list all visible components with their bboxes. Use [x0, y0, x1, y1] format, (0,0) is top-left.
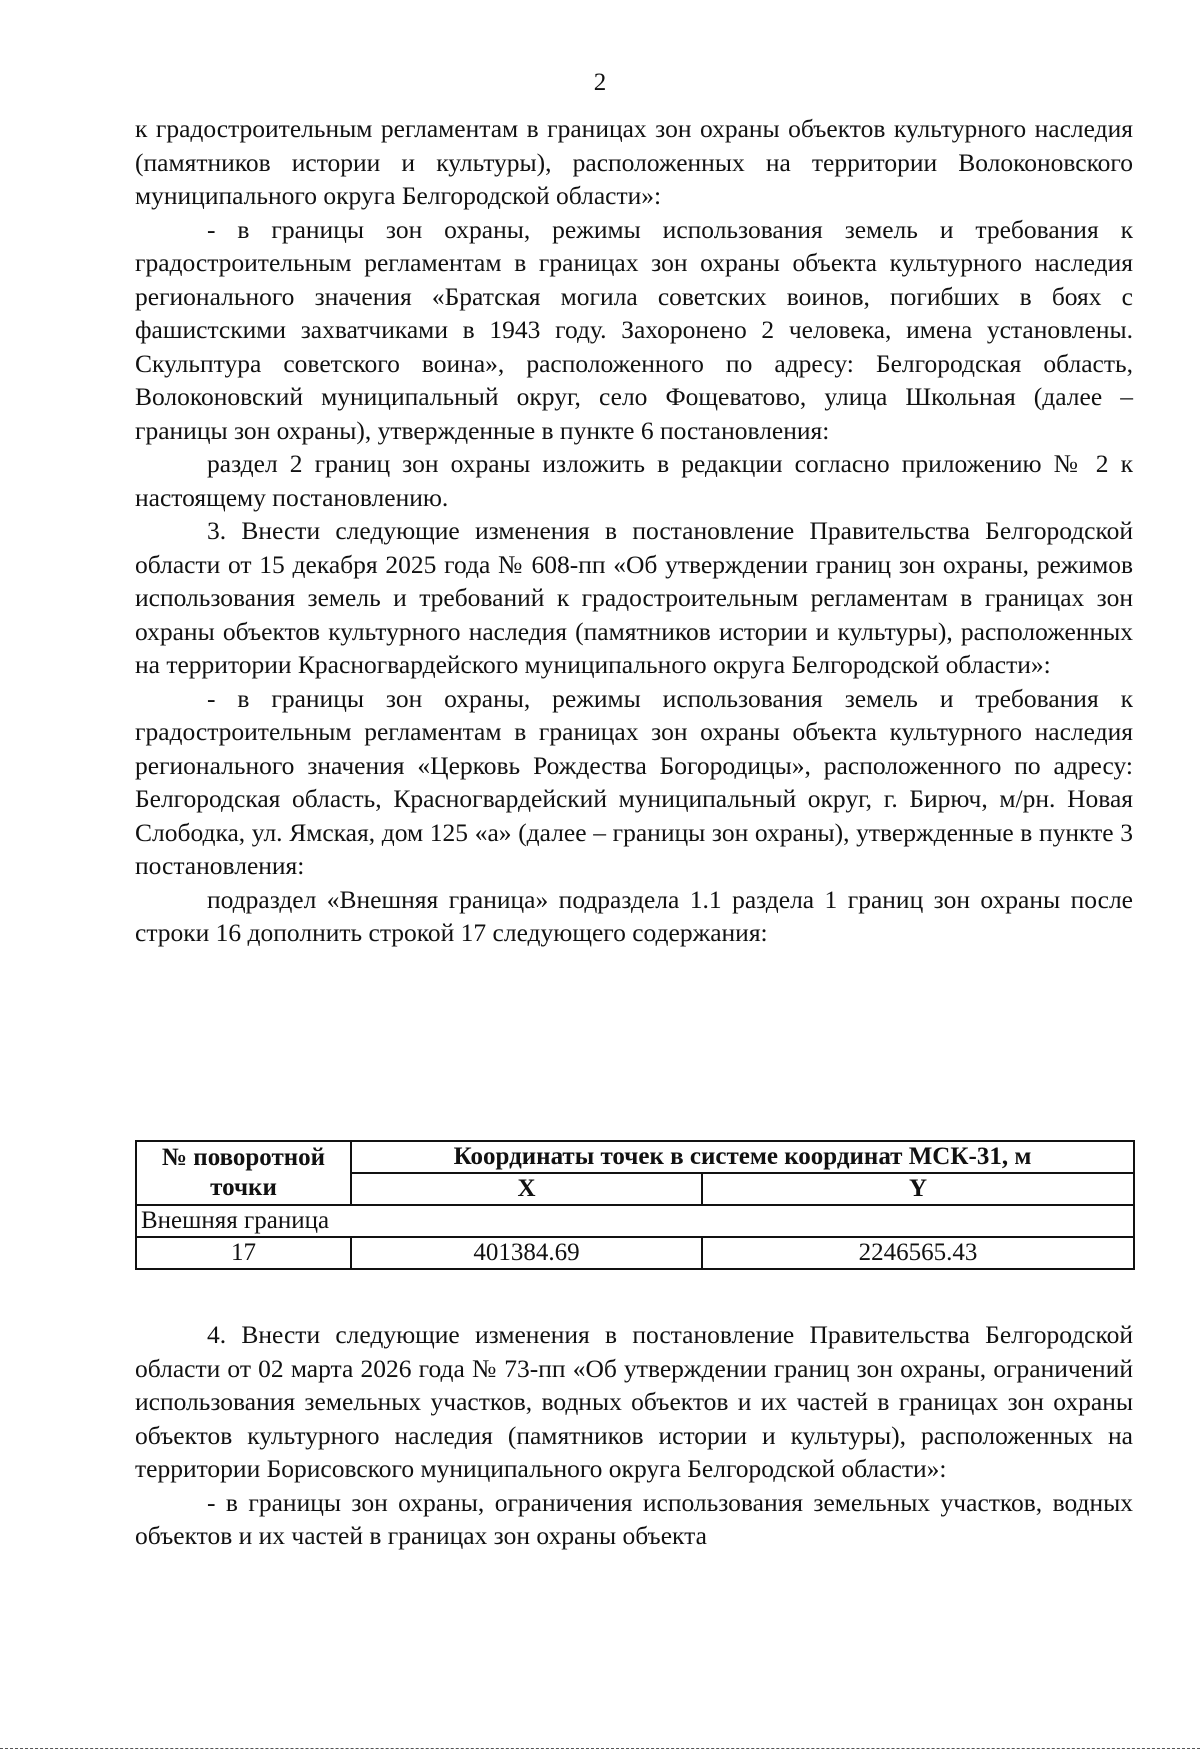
paragraph-continuation: к градостроительным регламентам в границах зон охраны объектов культурного наследия (памятников истории и культуры), расположенных на территории Волоконовского муниципального округа Белгородской области»: — [135, 114, 1133, 210]
cell-y: 2246565.43 — [702, 1237, 1134, 1269]
body-text-top — [135, 112, 1133, 950]
header-y: Y — [702, 1173, 1134, 1205]
paragraph-item-4: 4. Внести следующие изменения в постановление Правительства Белгородской области от 02 марта 2026 года № 73-пп «Об утверждении границ зон охраны, ограничений использования земельных участков, водных объектов и их частей в границах зон охраны объектов культурного наследия (памятников истории и культуры), расположенных на территории Борисовского муниципального округа Белгородской области»: — [135, 1320, 1133, 1483]
paragraph-amendment-volokonovsky: - в границы зон охраны, режимы использования земель и требования к градостроительным регламентам в границах зон охраны объекта культурного наследия регионального значения «Братская могила советских воинов, погибших в боях с фашистскими захватчиками в 1943 году. Захоронено 2 человека, имена установлены. Скульптура советского воина», расположенного по адресу: Белгородская область, Волоконовский муниципальный округ, село Фощеватово, улица Школьная (далее – границы зон охраны), утвержденные в пункте 6 постановления: — [135, 214, 1133, 445]
paragraph-amendment-borisovsky: - в границы зон охраны, ограничения использования земельных участков, водных объектов и их частей в границах зон охраны объекта — [135, 1487, 1133, 1550]
paragraph-item-3: 3. Внести следующие изменения в постановление Правительства Белгородской области от 15 декабря 2025 года № 608-пп «Об утверждении границ зон охраны, режимов использования земель и требований к градостроительным регламентам в границах зон охраны объектов культурного наследия (памятников истории и культуры), расположенных на территории Красногвардейского муниципального округа Белгородской области»: — [135, 516, 1133, 679]
paragraph-subsection-addition: подраздел «Внешняя граница» подраздела 1.1 раздела 1 границ зон охраны после строки 16 дополнить строкой 17 следующего содержания: — [135, 884, 1133, 947]
paragraph-amendment-krasnogvardeysky: - в границы зон охраны, режимы использования земель и требования к градостроительным регламентам в границах зон охраны объекта культурного наследия регионального значения «Церковь Рождества Богородицы», расположенного по адресу: Белгородская область, Красногвардейский муниципальный округ, г. Бирюч, м/рн. Новая Слободка, ул. Ямская, дом 125 «а» (далее – границы зон охраны), утвержденные в пункте 3 постановления: — [135, 683, 1133, 880]
table-row — [136, 1237, 1134, 1269]
section-label-outer-boundary: Внешняя граница — [136, 1205, 1134, 1237]
coordinates-table — [135, 1140, 1135, 1270]
header-coordinates: Координаты точек в системе координат МСК-31, м — [351, 1141, 1134, 1173]
cell-x: 401384.69 — [351, 1237, 702, 1269]
header-point-number: № поворотной точки — [136, 1141, 351, 1205]
body-text-bottom — [135, 1318, 1133, 1553]
paragraph-section-2-wording: раздел 2 границ зон охраны изложить в редакции согласно приложению № 2 к настоящему постановлению. — [135, 449, 1133, 512]
header-x: X — [351, 1173, 702, 1205]
page-bottom-edge — [0, 1748, 1200, 1749]
cell-point: 17 — [136, 1237, 351, 1269]
page-number: 2 — [593, 69, 607, 96]
